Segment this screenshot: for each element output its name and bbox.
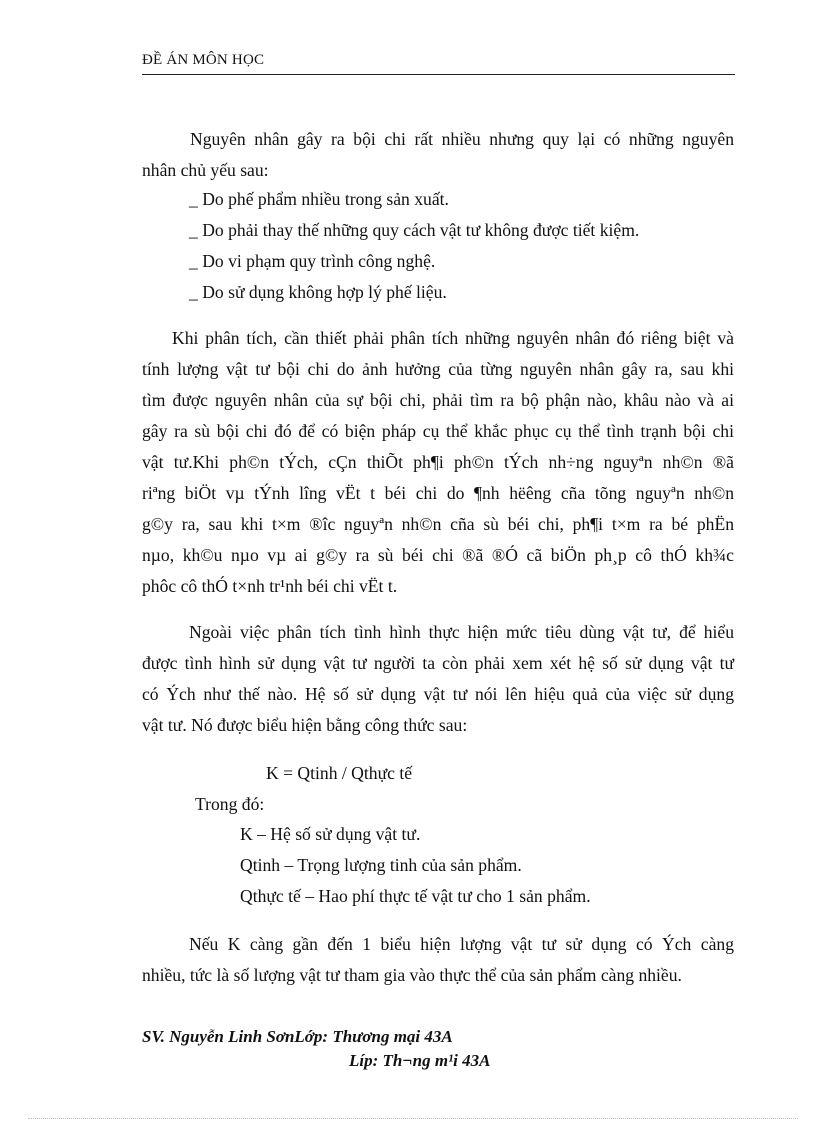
text-line: tìm được nguyên nhân của sự bội chi, phải tìm ra bộ phận nào, khâu nào và ai (142, 390, 734, 410)
where-label-text: Trong đó: (195, 794, 265, 814)
text-line: tính lượng vật tư bội chi do ảnh hưởng của từng nguyên nhân gây ra, sau khi (142, 359, 734, 379)
text-line: nµo, kh©u nµo vµ ai g©y ra sù béi chi ®ã ®Ó cã biÖn ph¸p cô thÓ kh¾c (142, 545, 734, 565)
definition-item: Qthực tế – Hao phí thực tế vật tư cho 1 sản phẩm. (240, 886, 591, 906)
text-line: nhiều, tức là số lượng vật tư tham gia vào thực thể của sản phẩm càng nhiều. (142, 965, 682, 985)
paragraph-causes-intro-cont (142, 155, 734, 186)
text-line: gây ra sù bội chi đó để có biện pháp cụ thể khắc phục cụ thể tình trạnh bội chi (142, 421, 734, 441)
footer-student (142, 1027, 453, 1047)
header-title: ĐỀ ÁN MÔN HỌC (142, 52, 265, 68)
footer-line-2: Líp: Th¬ng m¹i 43A (349, 1051, 491, 1070)
text-line: Ngoài việc phân tích tình hình thực hiện mức tiêu dùng vật tư, để hiểu (189, 622, 734, 642)
footer-line-1: SV. Nguyễn Linh SơnLớp: Thương mại 43A (142, 1027, 453, 1046)
text-line: g©y ra, sau khi t×m ®îc nguyªn nh©n cña sù béi chi, ph¶i t×m ra bé phËn (142, 514, 734, 534)
list-item: _ Do sử dụng không hợp lý phế liệu. (189, 282, 447, 302)
text-line: riªng biÖt vµ tÝnh lîng vËt t béi chi do ¶nh hëêng cña tõng nguyªn nh©n (142, 483, 734, 503)
text-line: vật tư.Khi ph©n tÝch, cÇn thiÕt ph¶i ph©n tÝch nh÷ng nguyªn nh©n ®ã (142, 452, 734, 472)
formula-text: K = Qtinh / Qthực tế (266, 763, 413, 783)
paragraph-usage-coefficient (142, 617, 734, 741)
text-line: Nếu K càng gần đến 1 biểu hiện lượng vật tư sử dụng có Ých càng (189, 934, 734, 954)
text-line: có Ých như thế nào. Hệ số sử dụng vật tư nói lên hiệu quả của việc sử dụng (142, 684, 734, 704)
where-label (195, 789, 264, 820)
page-bottom-divider (28, 1118, 798, 1119)
text-line: được tình hình sử dụng vật tư người ta còn phải xem xét hệ số sử dụng vật tư (142, 653, 734, 673)
text-line: Nguyên nhân gây ra bội chi rất nhiều nhưng quy lại có những nguyên (190, 129, 734, 149)
definition-list (240, 819, 591, 912)
page-header (142, 52, 735, 75)
text-line: vật tư. Nó được biểu hiện bằng công thức sau: (142, 715, 468, 735)
paragraph-conclusion (142, 929, 734, 991)
text-line: Khi phân tích, cần thiết phải phân tích những nguyên nhân đó riêng biệt và (172, 328, 734, 348)
list-item: _ Do vi phạm quy trình công nghệ. (189, 251, 436, 271)
text-line: nhân chủ yếu sau: (142, 160, 269, 180)
formula (266, 758, 412, 789)
paragraph-analysis (142, 323, 734, 602)
footer-class (349, 1051, 491, 1071)
list-item: _ Do phải thay thế những quy cách vật tư không được tiết kiệm. (189, 220, 640, 240)
paragraph-causes-intro (190, 124, 734, 155)
definition-item: K – Hệ số sử dụng vật tư. (240, 824, 421, 844)
definition-item: Qtinh – Trọng lượng tinh của sản phẩm. (240, 855, 522, 875)
list-item: _ Do phế phẩm nhiều trong sản xuất. (189, 189, 449, 209)
text-line: phôc cô thÓ t×nh tr¹nh béi chi vËt t. (142, 576, 398, 596)
bullet-list (189, 184, 734, 308)
